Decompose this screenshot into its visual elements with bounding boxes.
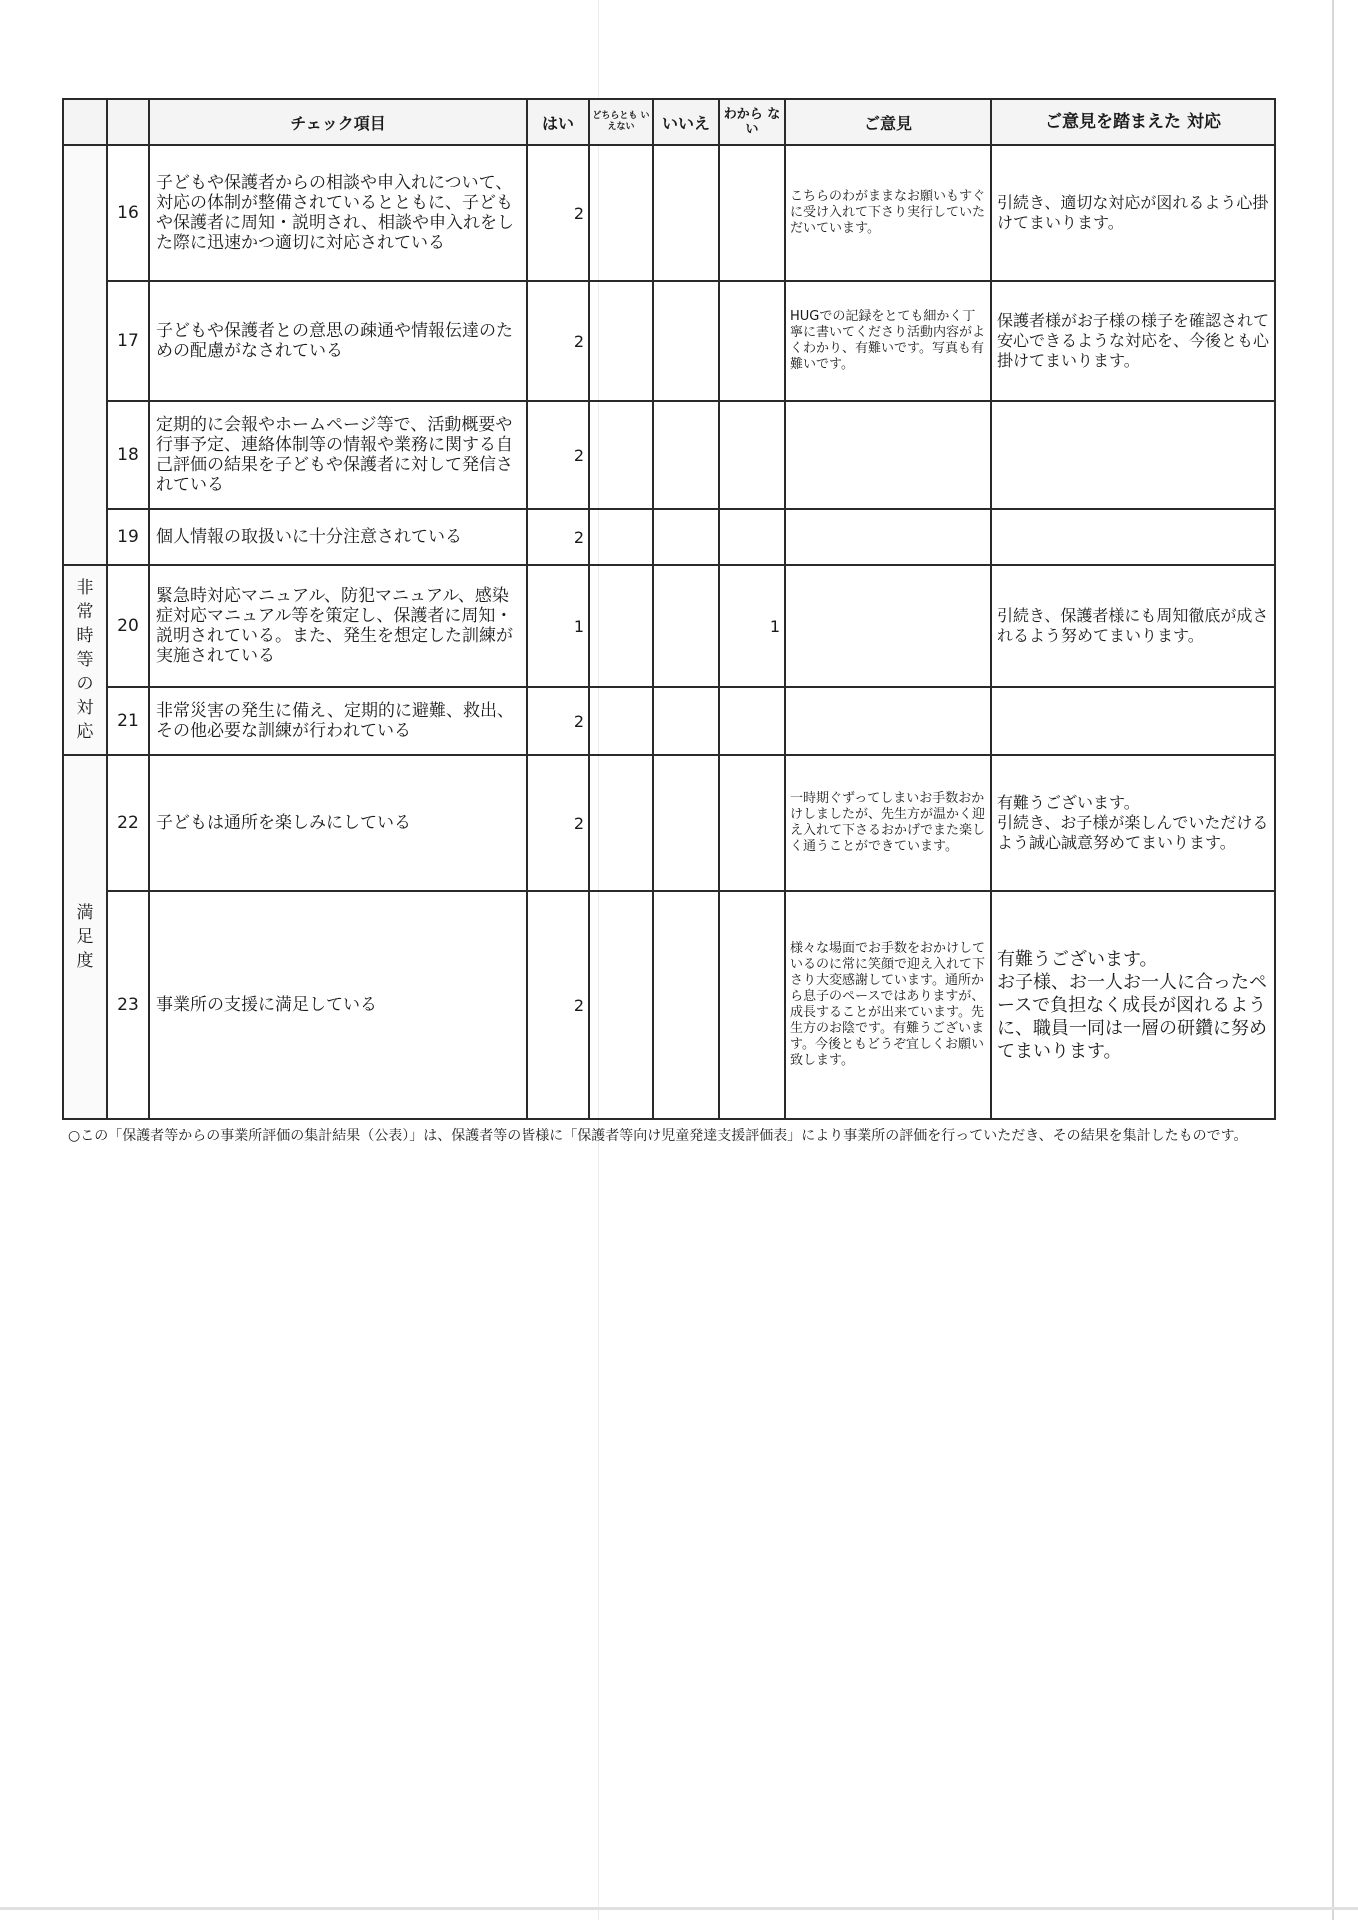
count-no xyxy=(653,509,719,565)
count-unknown: 1 xyxy=(719,565,785,687)
header-category xyxy=(63,99,107,145)
page-bottom-edge xyxy=(0,1907,1358,1910)
row-number: 20 xyxy=(107,565,149,687)
opinion-text: こちらのわがままなお願いもすぐに受け入れて下さり実行していただいています。 xyxy=(785,145,991,281)
response-text: 引続き、適切な対応が図れるよう心掛けてまいります。 xyxy=(991,145,1275,281)
response-text xyxy=(991,509,1275,565)
count-yes: 2 xyxy=(527,281,589,401)
table-row xyxy=(63,509,1275,565)
count-no xyxy=(653,565,719,687)
row-number: 19 xyxy=(107,509,149,565)
table-header-row xyxy=(63,99,1275,145)
page-edge-shadow xyxy=(1332,0,1334,1920)
check-item-text: 事業所の支援に満足している xyxy=(149,891,527,1119)
count-neither xyxy=(589,281,653,401)
header-number xyxy=(107,99,149,145)
count-unknown xyxy=(719,145,785,281)
table-row xyxy=(63,145,1275,281)
count-unknown xyxy=(719,509,785,565)
response-text xyxy=(991,687,1275,755)
row-number: 21 xyxy=(107,687,149,755)
count-neither xyxy=(589,145,653,281)
opinion-text: 一時期ぐずってしまいお手数おかけしましたが、先生方が温かく迎え入れて下さるおかげでまた楽しく通うことができています。 xyxy=(785,755,991,891)
row-number: 17 xyxy=(107,281,149,401)
evaluation-table xyxy=(62,98,1276,1120)
count-neither xyxy=(589,509,653,565)
response-text: 引続き、保護者様にも周知徹底が成されるよう努めてまいります。 xyxy=(991,565,1275,687)
count-no xyxy=(653,145,719,281)
count-yes: 2 xyxy=(527,687,589,755)
table-row xyxy=(63,565,1275,687)
count-no xyxy=(653,401,719,509)
category-cell-blank xyxy=(63,145,107,565)
count-yes: 2 xyxy=(527,755,589,891)
check-item-text: 非常災害の発生に備え、定期的に避難、救出、その他必要な訓練が行われている xyxy=(149,687,527,755)
response-text: 有難うございます。 引続き、お子様が楽しんでいただけるよう誠心誠意努めてまいります。 xyxy=(991,755,1275,891)
opinion-text xyxy=(785,401,991,509)
count-unknown xyxy=(719,281,785,401)
opinion-text xyxy=(785,509,991,565)
category-emergency: 非 常 時 等 の 対 応 xyxy=(63,565,107,755)
header-response: ご意見を踏まえた 対応 xyxy=(991,99,1275,145)
check-item-text: 定期的に会報やホームページ等で、活動概要や行事予定、連絡体制等の情報や業務に関する自己評価の結果を子どもや保護者に対して発信されている xyxy=(149,401,527,509)
header-opinion: ご意見 xyxy=(785,99,991,145)
row-number: 23 xyxy=(107,891,149,1119)
count-no xyxy=(653,755,719,891)
table-row xyxy=(63,755,1275,891)
table-row xyxy=(63,281,1275,401)
header-neither: どちらとも いえない xyxy=(589,99,653,145)
category-satisfaction: 満 足 度 xyxy=(63,755,107,1119)
response-text: 有難うございます。 お子様、お一人お一人に合ったペースで負担なく成長が図れるように、職員一同は一層の研鑽に努めてまいります。 xyxy=(991,891,1275,1119)
count-neither xyxy=(589,401,653,509)
opinion-text: HUGでの記録をとても細かく丁寧に書いてくださり活動内容がよくわかり、有難いです。写真も有難いです。 xyxy=(785,281,991,401)
check-item-text: 子どもは通所を楽しみにしている xyxy=(149,755,527,891)
row-number: 16 xyxy=(107,145,149,281)
count-no xyxy=(653,891,719,1119)
count-neither xyxy=(589,891,653,1119)
row-number: 22 xyxy=(107,755,149,891)
count-yes: 2 xyxy=(527,509,589,565)
check-item-text: 子どもや保護者との意思の疎通や情報伝達のための配慮がなされている xyxy=(149,281,527,401)
count-neither xyxy=(589,565,653,687)
header-yes: はい xyxy=(527,99,589,145)
opinion-text: 様々な場面でお手数をおかけしているのに常に笑顔で迎え入れて下さり大変感謝しています。通所から息子のペースではありますが、成長することが出来ています。先生方のお陰です。有難うございます。今後ともどうぞ宜しくお願い致します。 xyxy=(785,891,991,1119)
count-no xyxy=(653,687,719,755)
opinion-text xyxy=(785,687,991,755)
header-unknown: わから ない xyxy=(719,99,785,145)
count-neither xyxy=(589,687,653,755)
count-unknown xyxy=(719,687,785,755)
table-row xyxy=(63,401,1275,509)
count-yes: 2 xyxy=(527,891,589,1119)
count-yes: 2 xyxy=(527,401,589,509)
check-item-text: 緊急時対応マニュアル、防犯マニュアル、感染症対応マニュアル等を策定し、保護者に周知・説明されている。また、発生を想定した訓練が実施されている xyxy=(149,565,527,687)
count-yes: 1 xyxy=(527,565,589,687)
response-text xyxy=(991,401,1275,509)
table-row xyxy=(63,687,1275,755)
count-unknown xyxy=(719,401,785,509)
response-text: 保護者様がお子様の様子を確認されて安心できるような対応を、今後とも心掛けてまいります。 xyxy=(991,281,1275,401)
row-number: 18 xyxy=(107,401,149,509)
count-neither xyxy=(589,755,653,891)
count-unknown xyxy=(719,755,785,891)
count-unknown xyxy=(719,891,785,1119)
check-item-text: 個人情報の取扱いに十分注意されている xyxy=(149,509,527,565)
count-no xyxy=(653,281,719,401)
count-yes: 2 xyxy=(527,145,589,281)
opinion-text xyxy=(785,565,991,687)
check-item-text: 子どもや保護者からの相談や申入れについて、対応の体制が整備されているとともに、子どもや保護者に周知・説明され、相談や申入れをした際に迅速かつ適切に対応されている xyxy=(149,145,527,281)
header-check-item: チェック項目 xyxy=(149,99,527,145)
header-no: いいえ xyxy=(653,99,719,145)
table-row xyxy=(63,891,1275,1119)
footnote: ○この「保護者等からの事業所評価の集計結果（公表）」は、保護者等の皆様に「保護者等向け児童発達支援評価表」により事業所の評価を行っていただき、その結果を集計したものです。 xyxy=(68,1128,1248,1144)
